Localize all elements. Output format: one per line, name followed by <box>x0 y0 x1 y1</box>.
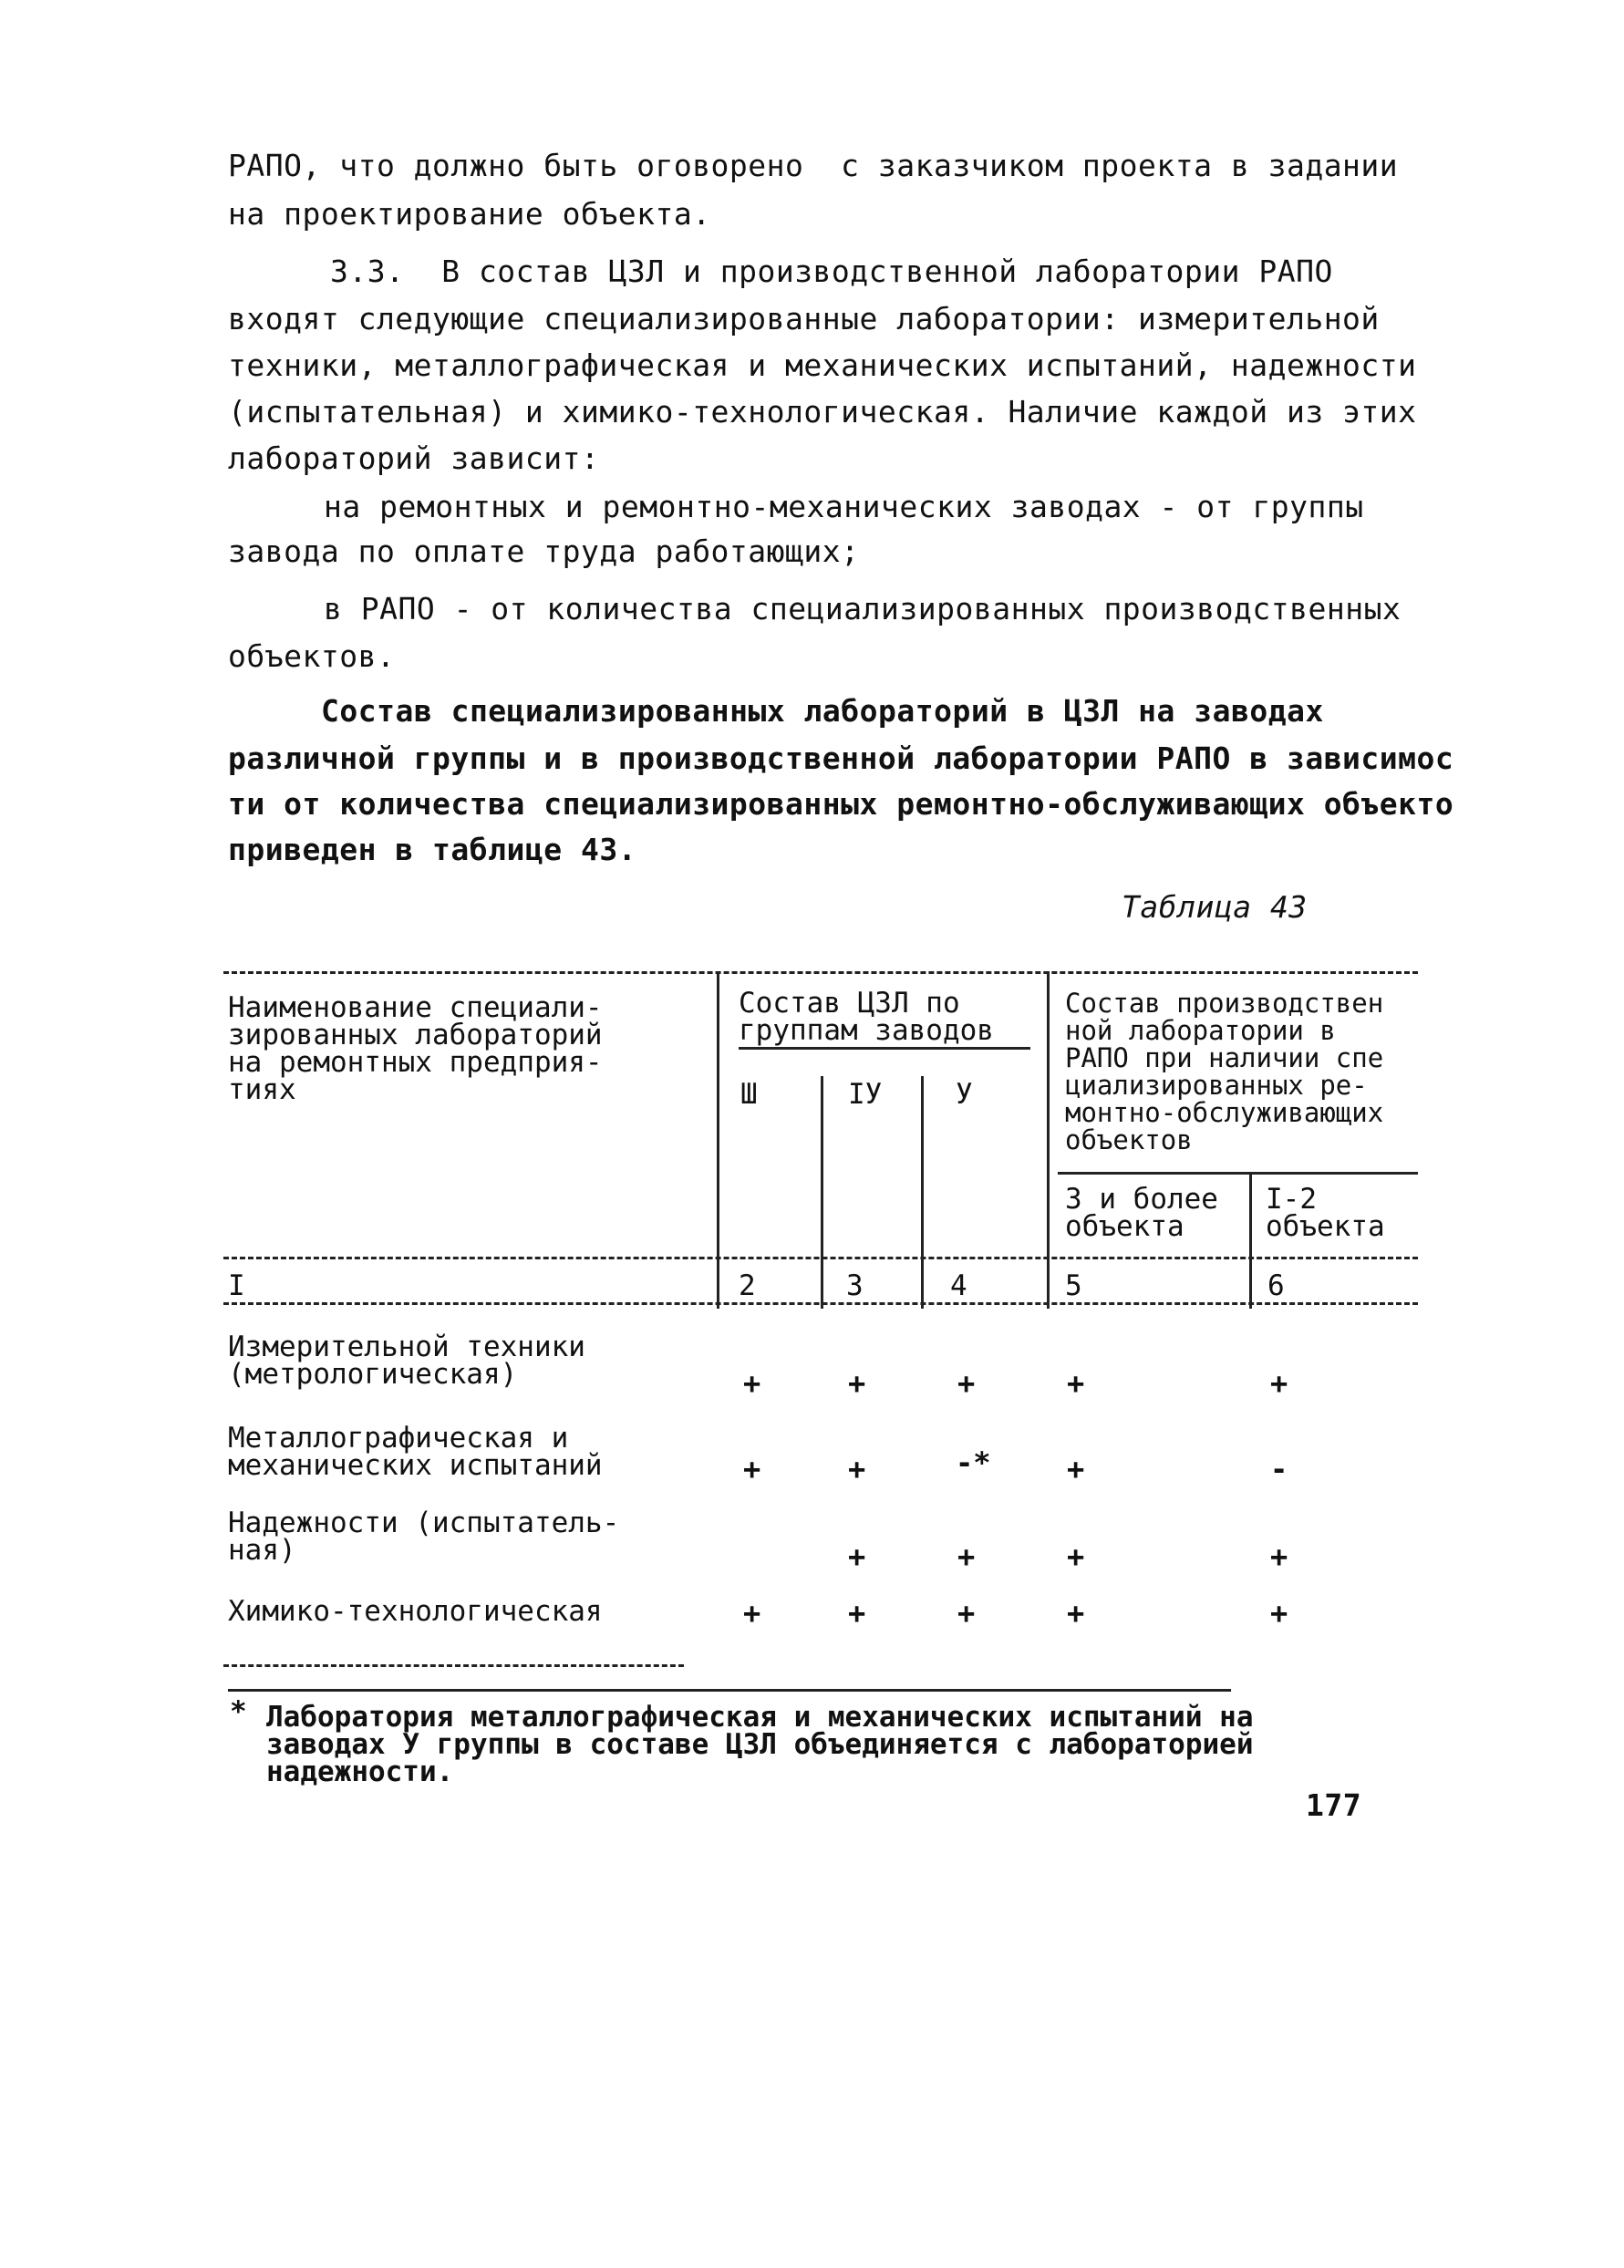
col-number-1: I <box>228 1269 245 1302</box>
header-group-5: У <box>956 1078 973 1111</box>
paragraph-4-line-1: в РАПО - от количества специализированных производственных <box>324 591 1402 627</box>
header-group-4: IУ <box>848 1078 883 1111</box>
row-3-lab-name: Надежности (испытатель- ная) <box>228 1507 620 1567</box>
row-3-value-group-5: + <box>957 1539 976 1574</box>
paragraph-5-line-2: различной группы и в производственной лаборатории РАПО в зависимос <box>228 740 1454 776</box>
row-4-value-rapo-1-2: + <box>1270 1596 1288 1631</box>
row-4-value-group-4: + <box>848 1596 866 1631</box>
header-rapo-group: Состав производствен ной лаборатории в РАПО при наличии спе циализированных ре- монтно-обслуживающих объектов <box>1065 988 1384 1155</box>
header-rapo-1-2: I-2 объекта <box>1266 1183 1385 1243</box>
page-number: 177 <box>1306 1787 1362 1823</box>
paragraph-4-line-2: объектов. <box>228 638 396 674</box>
row-1-value-group-4: + <box>848 1366 866 1401</box>
row-3-value-group-4: + <box>848 1539 866 1574</box>
paragraph-3-line-2: завода по оплате труда работающих; <box>228 533 860 569</box>
col-number-6: 6 <box>1267 1269 1285 1302</box>
paragraph-2-line-5: лабораторий зависит: <box>228 440 600 476</box>
row-2-value-group-4: + <box>848 1452 866 1486</box>
table-caption: Таблица 43 <box>1122 889 1308 925</box>
footnote-text: Лаборатория металлографическая и механических испытаний на заводах У группы в составе ЦЗЛ объединяется с лабораторией надежности. <box>266 1701 1254 1788</box>
table-top-rule <box>223 971 1418 974</box>
paragraph-5-line-4: приведен в таблице 43. <box>228 832 637 867</box>
row-4-value-group-5: + <box>957 1596 976 1631</box>
row-1-value-rapo-1-2: + <box>1270 1366 1288 1401</box>
col-number-5: 5 <box>1065 1269 1082 1302</box>
row-1-lab-name: Измерительной техники (метрологическая) <box>228 1331 585 1391</box>
row-1-value-group-5: + <box>957 1366 976 1401</box>
footnote-mark: * <box>230 1695 247 1728</box>
table-bottom-rule <box>223 1664 684 1667</box>
row-1-value-rapo-3plus: + <box>1067 1366 1085 1401</box>
header-group-3: Ш <box>740 1078 758 1111</box>
col-divider-4 <box>1047 971 1050 1309</box>
row-1-value-group-3: + <box>743 1366 761 1401</box>
row-2-value-rapo-3plus: + <box>1067 1452 1085 1486</box>
row-4-value-group-3: + <box>743 1596 761 1631</box>
footnote-rule <box>228 1689 1231 1692</box>
row-2-value-group-3: + <box>743 1452 761 1486</box>
header-rapo-3plus: 3 и более объекта <box>1065 1183 1218 1243</box>
paragraph-5-line-1: Состав специализированных лабораторий в ЦЗЛ на заводах <box>321 693 1324 729</box>
paragraph-2-line-3: техники, металлографическая и механических испытаний, надежности <box>228 347 1417 383</box>
row-2-lab-name: Металлографическая и механических испытаний <box>228 1422 603 1482</box>
czl-group-rule <box>739 1047 1030 1050</box>
header-lab-name: Наименование специали- зированных лабораторий на ремонтных предприя- тиях <box>228 991 603 1106</box>
col-divider-5 <box>1249 1175 1252 1309</box>
col-number-3: 3 <box>846 1269 864 1302</box>
header-czl-group: Состав ЦЗЛ по группам заводов <box>739 987 994 1047</box>
paragraph-1-line-2: на проектирование объекта. <box>228 196 711 232</box>
row-4-lab-name: Химико-технологическая <box>228 1595 603 1628</box>
col-divider-3 <box>921 1076 924 1309</box>
row-2-value-rapo-1-2: - <box>1270 1452 1288 1486</box>
paragraph-5-line-3: ти от количества специализированных ремонтно-обслуживающих объекто <box>228 786 1454 822</box>
col-divider-1 <box>717 971 719 1309</box>
paragraph-2-line-4: (испытательная) и химико-технологическая. Наличие каждой из этих <box>228 394 1417 430</box>
col-number-4: 4 <box>950 1269 967 1302</box>
row-3-value-rapo-3plus: + <box>1067 1539 1085 1574</box>
col-number-2: 2 <box>739 1269 756 1302</box>
row-4-value-rapo-3plus: + <box>1067 1596 1085 1631</box>
col-divider-2 <box>821 1076 823 1309</box>
row-3-value-rapo-1-2: + <box>1270 1539 1288 1574</box>
paragraph-3-line-1: на ремонтных и ремонтно-механических заводах - от группы <box>324 489 1364 524</box>
paragraph-1-line-1: РАПО, что должно быть оговорено с заказчиком проекта в задании <box>228 148 1399 183</box>
rapo-group-rule <box>1058 1172 1418 1175</box>
paragraph-2-line-2: входят следующие специализированные лаборатории: измерительной <box>228 301 1380 337</box>
row-2-value-group-5: -* <box>956 1445 991 1480</box>
paragraph-2-line-1: 3.3. В состав ЦЗЛ и производственной лаборатории РАПО <box>330 254 1333 289</box>
